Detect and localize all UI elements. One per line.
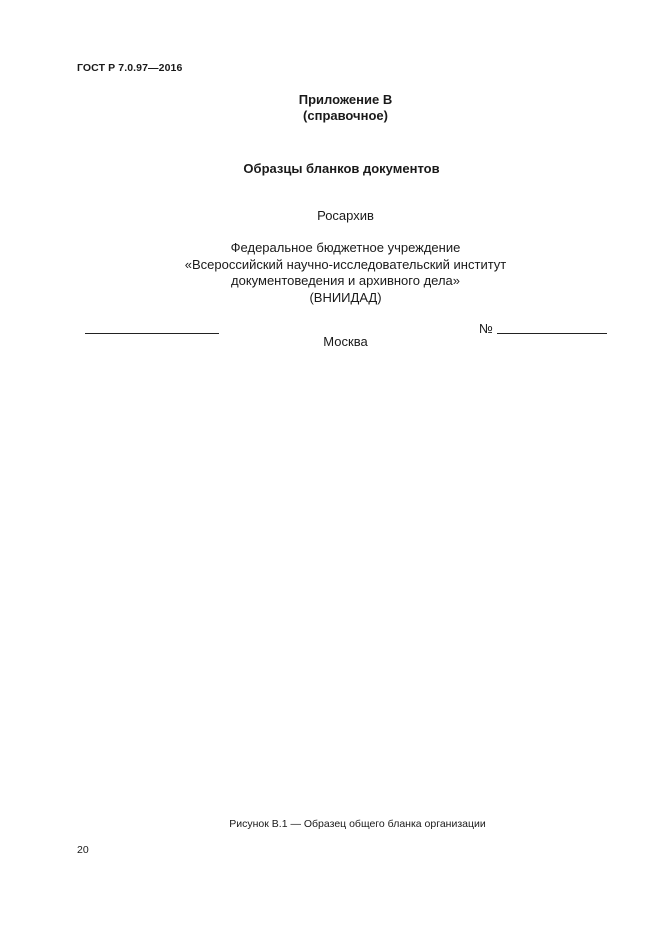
number-label: № <box>479 321 493 336</box>
appendix-title <box>15 92 661 124</box>
appendix-title-line1: Приложение В <box>298 92 393 107</box>
org-abbreviation: (ВНИИДАД) <box>309 289 382 305</box>
org-line-1: Федеральное бюджетное учреждение <box>230 240 461 255</box>
figure-caption: Рисунок В.1 — Образец общего бланка организации <box>229 818 486 830</box>
organization-name <box>15 240 661 306</box>
org-line-2: «Всероссийский научно-исследовательский институт <box>184 256 507 272</box>
org-line-3: документоведения и архивного дела» <box>231 273 460 288</box>
city: Москва <box>323 334 368 349</box>
standard-code: ГОСТ Р 7.0.97—2016 <box>77 62 183 74</box>
section-title: Образцы бланков документов <box>243 161 440 176</box>
page-number: 20 <box>77 844 89 856</box>
appendix-title-line2: (справочное) <box>303 108 388 123</box>
agency-name: Росархив <box>317 208 374 223</box>
